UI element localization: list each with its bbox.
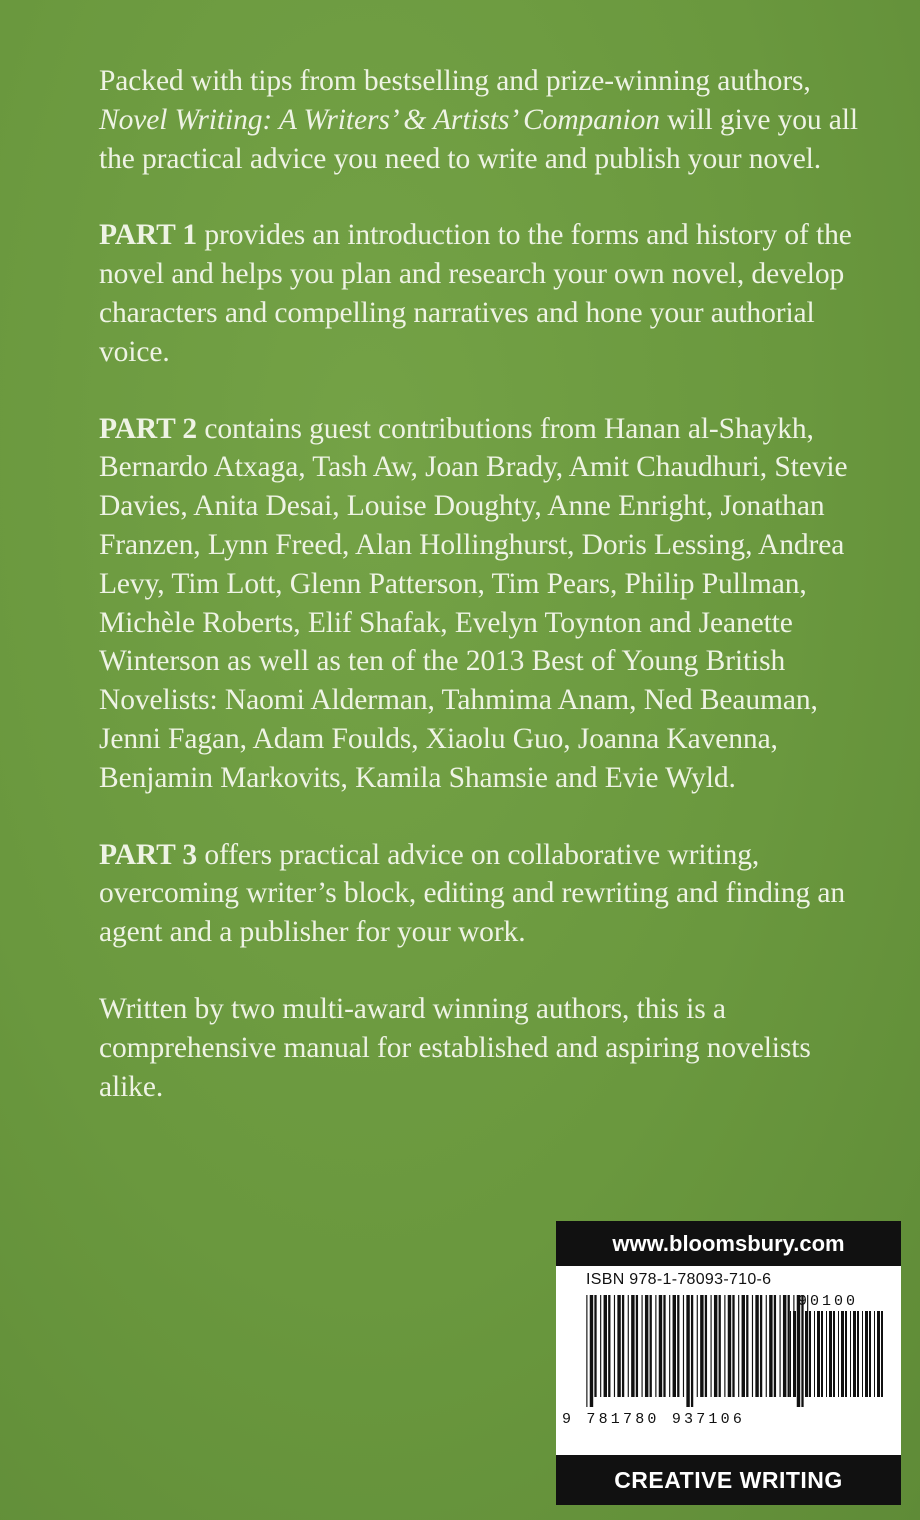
intro-paragraph xyxy=(99,62,859,178)
part3-label: PART 3 xyxy=(99,838,198,871)
closing-paragraph: Written by two multi-award winning authors, this is a comprehensive manual for established and aspiring novelists alike. xyxy=(99,992,811,1103)
intro-text-before: Packed with tips from bestselling and prize-winning authors, xyxy=(99,65,811,97)
intro-text-after: will give you all the practical advice you need to write and publish your novel. xyxy=(99,103,858,175)
part1-text: provides an introduction to the forms and history of the novel and helps you plan and research your own novel, develop characters and compelling narratives and hone your authorial voice. xyxy=(99,219,852,368)
back-cover-blurb xyxy=(99,62,859,1144)
part2-paragraph xyxy=(99,410,859,798)
part2-text: contains guest contributions from Hanan al-Shaykh, Bernardo Atxaga, Tash Aw, Joan Brady, Amit Chaudhuri, Stevie Davies, Anita Desai, Louise Doughty, Anne Enright, Jonathan Franzen, Lynn Freed, Alan Hollinghurst, Doris Lessing, Andrea Levy, Tim Lott, Glenn Patterson, Tim Pears, Philip Pullman, Michèle Roberts, Elif Shafak, Evelyn Toynton and Jeanette Winterson as well as ten of the 2013 Best of Young British Novelists: Naomi Alderman, Tahmima Anam, Ned Beauman, Jenni Fagan, Adam Foulds, Xiaolu Guo, Joanna Kavenna, Benjamin Markovits, Kamila Shamsie and Evie Wyld. xyxy=(99,412,848,794)
barcode-digits: 9 781780 937106 xyxy=(562,1411,746,1428)
isbn-label: ISBN 978-1-78093-710-6 xyxy=(586,1271,772,1288)
part3-text: offers practical advice on collaborative writing, overcoming writer’s block, editing and rewriting and finding an agent and a publisher for your work. xyxy=(99,838,846,949)
category-label: CREATIVE WRITING xyxy=(556,1455,901,1505)
part1-label: PART 1 xyxy=(99,219,198,252)
addon-barcode-icon xyxy=(788,1311,888,1407)
part2-label: PART 2 xyxy=(99,412,198,445)
ean-barcode-icon xyxy=(584,1295,814,1407)
part3-paragraph xyxy=(99,836,859,952)
publisher-url: www.bloomsbury.com xyxy=(556,1221,901,1266)
barcode-panel xyxy=(556,1221,901,1505)
book-title: Novel Writing: A Writers’ & Artists’ Companion xyxy=(99,103,660,136)
part1-paragraph xyxy=(99,216,859,371)
barcode-addon-number: 90100 xyxy=(798,1293,859,1310)
